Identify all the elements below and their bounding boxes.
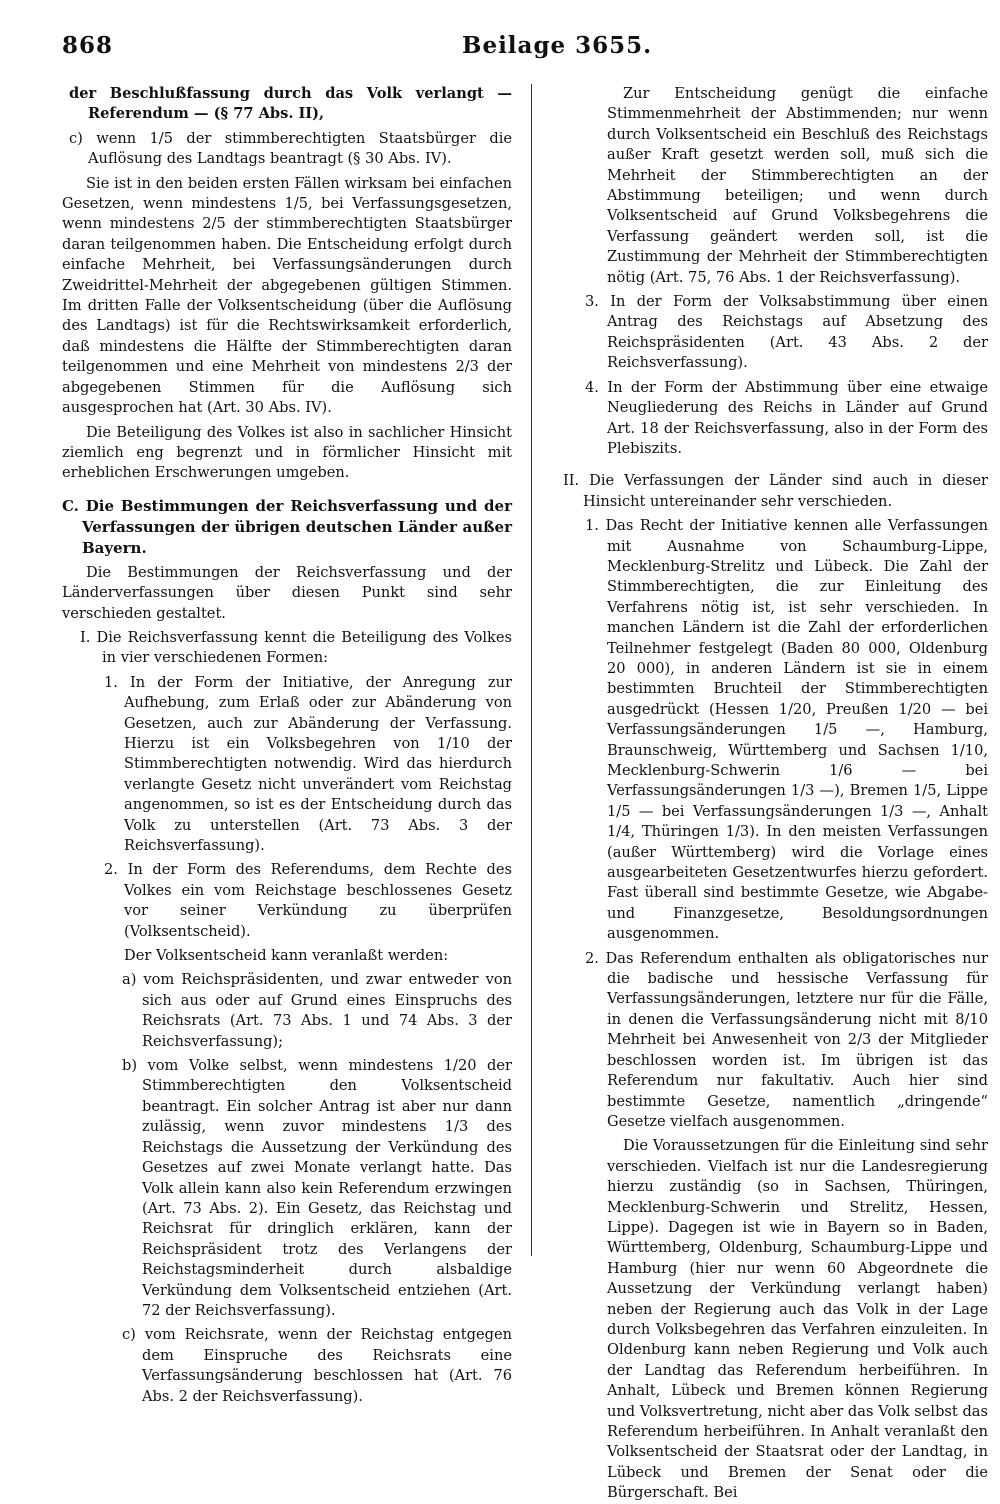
item-c-reichsrat: c) vom Reichsrate, wenn der Reichstag entgegen dem Einspruche des Reichsrats eine Verfassungsänderung beschlossen hat (Art. 76 Abs. 2 der Reichsverfassung). bbox=[122, 1326, 512, 1405]
paragraph-bestimmungen: Die Bestimmungen der Reichsverfassung und der Länderverfassungen über diesen Punkt sind sehr verschieden gestaltet. bbox=[62, 563, 512, 622]
paragraph-beteiligung: Die Beteiligung des Volkes ist also in sachlicher Hinsicht ziemlich eng begrenzt und in förmlicher Hinsicht mit erheblichen Erschwerungen umgeben. bbox=[62, 423, 512, 482]
item-c-landtag: c) wenn 1/5 der stimmberechtigten Staatsbürger die Auflösung des Landtags beantragt (§ 30 Abs. IV). bbox=[69, 129, 512, 168]
right-column bbox=[563, 84, 988, 1504]
item-2-referendum: 2. In der Form des Referendums, dem Rechte des Volkes ein vom Reichstage beschlossenes Gesetz vor seiner Verkündung zu überprüfen (Volksentscheid). bbox=[104, 861, 512, 940]
item-4-plebiszit: 4. In der Form der Abstimmung über eine etwaige Neugliederung des Reichs in Länder auf Grund Art. 18 der Reichsverfassung, also in der Form des Plebiszits. bbox=[585, 378, 988, 457]
column-divider bbox=[531, 84, 532, 1256]
item-1-initiative-laender: 1. Das Recht der Initiative kennen alle Verfassungen mit Ausnahme von Schaumburg-Lippe, Mecklenburg-Strelitz und Lübeck. Die Zahl der Stimmberechtigten, die zur Einleitung des Verfahrens nötig ist, ist sehr verschieden. In manchen Ländern ist die Zahl der erforderlichen Teilnehmer festgelegt (Baden 80 000, Oldenburg 20 000), in anderen Ländern ist sie in einem bestimmten Bruchteil der Stimmberechtigten ausgedrückt (Hessen 1/20, Preußen 1/20 — bei Verfassungsänderungen 1/5 —, Hamburg, Braunschweig, Württemberg und Sachsen 1/10, Mecklenburg-Schwerin 1/6 — bei Verfassungsänderungen 1/3 —), Bremen 1/5, Lippe 1/5 — bei Verfassungsänderungen 1/3 —, Anhalt 1/4, Thüringen 1/3). In den meisten Verfassungen (außer Württemberg) wird die Vorlage eines ausgearbeiteten Gesetzentwurfes hierzu gefordert. Fast überall sind bestimmte Gesetze, wie Abgabe- und Finanzgesetze, Besoldungsordnungen ausgenommen. bbox=[585, 517, 988, 943]
paragraph-volksentscheid: Der Volksentscheid kann veranlaßt werden: bbox=[124, 947, 449, 965]
paragraph-entscheidung: Zur Entscheidung genügt die einfache Stimmenmehrheit der Abstimmenden; nur wenn durch Volksentscheid ein Beschluß des Reichstags außer Kraft gesetzt werden soll, muß sich die Mehrheit der Stimmberechtigten an der Abstimmung beteiligen; und wenn durch Volksentscheid auf Grund Volksbegehrens die Verfassung geändert werden soll, ist die Zustimmung der Mehrheit der Stimmberechtigten nötig (Art. 75, 76 Abs. 1 der Reichsverfassung). bbox=[607, 85, 988, 286]
item-b-volk: b) vom Volke selbst, wenn mindestens 1/20 der Stimmberechtigten den Volksentscheid beantragt. Ein solcher Antrag ist aber nur dann zulässig, wenn zuvor mindestens 1/3 des Reichstags die Aussetzung der Verkündung des Gesetzes auf zwei Monate verlangt hatte. Das Volk allein kann also kein Referendum erzwingen (Art. 73 Abs. 2). Ein Gesetz, das Reichstag und Reichsrat für dringlich erklären, kann der Reichspräsident trotz des Verlangens der Reichstagsminderheit durch alsbaldige Verkündung dem Volksentscheid entziehen (Art. 72 der Reichsverfassung). bbox=[122, 1057, 512, 1319]
item-3-volksabstimmung: 3. In der Form der Volksabstimmung über einen Antrag des Reichstags auf Absetzung des Reichspräsidenten (Art. 43 Abs. 2 der Reichsverfassung). bbox=[585, 293, 988, 372]
page-number: 868 bbox=[62, 32, 114, 59]
item-a-reichspraesident: a) vom Reichspräsidenten, und zwar entweder von sich aus oder auf Grund eines Einspruchs des Reichsrats (Art. 73 Abs. 1 und 74 Abs. 3 der Reichsverfassung); bbox=[122, 971, 512, 1050]
running-title: Beilage 3655. bbox=[462, 32, 653, 59]
item-ii-laender: II. Die Verfassungen der Länder sind auch in dieser Hinsicht untereinander sehr verschieden. bbox=[563, 472, 988, 510]
paragraph-wirksamkeit: Sie ist in den beiden ersten Fällen wirksam bei einfachen Gesetzen, wenn mindestens 1/5, bei Verfassungsgesetzen, wenn mindestens 2/5 der stimmberechtigten Staatsbürger daran teilgenommen haben. Die Entscheidung erfolgt durch einfache Mehrheit, bei Verfassungsänderungen durch Zweidrittel-Mehrheit der abgegebenen gültigen Stimmen. Im dritten Falle der Volksentscheidung (über die Auflösung des Landtags) ist für die Rechtswirksamkeit erforderlich, daß mindestens die Hälfte der Stimmberechtigten daran teilgenommen und eine Mehrheit von mindestens 2/3 der abgegebenen Stimmen für die Auflösung sich ausgesprochen hat (Art. 30 Abs. IV). bbox=[62, 174, 512, 417]
item-i-reichsverfassung: I. Die Reichsverfassung kennt die Beteiligung des Volkes in vier verschiedenen Formen: bbox=[80, 628, 512, 667]
item-1-initiative: 1. In der Form der Initiative, der Anregung zur Aufhebung, zum Erlaß oder zur Abänderung von Gesetzen, auch zur Abänderung der Verfassung. Hierzu ist ein Volksbegehren von 1/10 der Stimmberechtigten notwendig. Wird das hierdurch verlangte Gesetz nicht unverändert vom Reichstag angenommen, so ist es der Entscheidung durch das Volk zu unterstellen (Art. 73 Abs. 3 der Reichsverfassung). bbox=[104, 673, 512, 854]
left-column bbox=[62, 84, 512, 1407]
item-2-referendum-laender: 2. Das Referendum enthalten als obligatorisches nur die badische und hessische Verfassung für Verfassungsänderungen, letztere nur für die Fälle, in denen die Verfassungsänderung nicht mit 8/10 Mehrheit bei Anwesenheit von 2/3 der Mitglieder beschlossen worden ist. Im übrigen ist das Referendum nur fakultativ. Auch hier sind bestimmte Gesetze, namentlich „dringende“ Gesetze vielfach ausgenommen. bbox=[585, 949, 988, 1130]
section-heading-c: C. Die Bestimmungen der Reichsverfassung und der Verfassungen der übrigen deutschen Länder außer Bayern. bbox=[62, 496, 512, 557]
paragraph-voraussetzungen: Die Voraussetzungen für die Einleitung sind sehr verschieden. Vielfach ist nur die Landesregierung hierzu zuständig (so in Sachsen, Thüringen, Mecklenburg-Schwerin und Strelitz, Hessen, Lippe). Dagegen ist wie in Bayern so in Baden, Württemberg, Oldenburg, Schaumburg-Lippe und Hamburg (hier nur wenn 60 Abgeordnete die Aussetzung der Verkündung verlangt haben) neben der Regierung auch das Volk in der Lage durch Volksbegehren das Verfahren einzuleiten. In Oldenburg kann neben Regierung und Volk auch der Landtag das Referendum herbeiführen. In Anhalt, Lübeck und Bremen können Regierung und Volksvertretung, nicht aber das Volk selbst das Referendum herbeiführen. In Anhalt veranlaßt den Volksentscheid der Staatsrat oder der Landtag, in Lübeck und Bremen der Senat oder die Bürgerschaft. Bei bbox=[607, 1137, 988, 1502]
paragraph-continuation: der Beschlußfassung durch das Volk verlangt — Referendum — (§ 77 Abs. II), bbox=[69, 85, 512, 123]
